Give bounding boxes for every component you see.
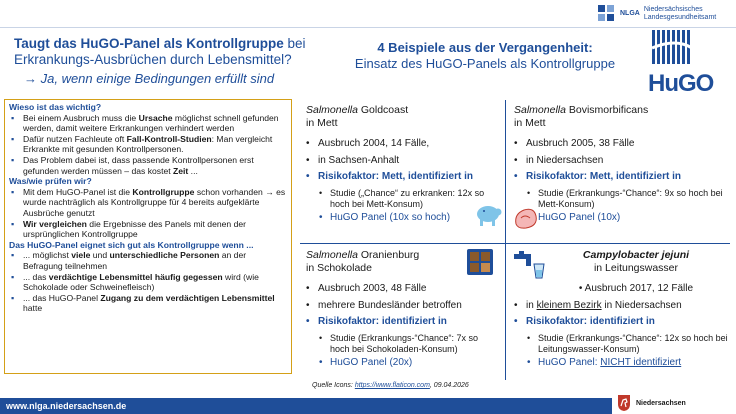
info-item: ▪ Das Problem dabei ist, dass passende Kontrollpersonen erst gefunden werden müssen – das kostet Zeit ... bbox=[9, 155, 287, 176]
footer-website-link[interactable]: www.nlga.niedersachsen.de bbox=[6, 401, 127, 411]
info-item: ▪ Mit dem HuGO-Panel ist die Kontrollgruppe schon vorhanden → es wurde nachträglich als Kontrollgruppe für 4 bereits aufgeklärte Ausbrüche genutzt bbox=[9, 187, 287, 219]
example-title: Salmonella Bovismorbificans in Mett bbox=[514, 104, 649, 129]
example-hugo-result: • HuGO Panel: NICHT identifiziert bbox=[514, 357, 728, 370]
example-title: Salmonella Oranienburg in Schokolade bbox=[306, 249, 420, 274]
example-bovismorbificans bbox=[514, 104, 728, 224]
example-study: • Studie (Erkrankungs-“Chance“: 7x so hoch bei Schokoladen-Konsum) bbox=[306, 333, 494, 355]
quadrant-divider-vertical bbox=[505, 100, 506, 380]
meat-icon bbox=[512, 204, 540, 232]
example-risk: • Risikofaktor: Mett, identifiziert in bbox=[306, 171, 502, 184]
header-divider bbox=[0, 27, 736, 28]
example-fact: • mehrere Bundesländer betroffen bbox=[306, 300, 502, 313]
examples-title bbox=[338, 40, 632, 72]
info-item: ▪ Wir vergleichen die Ergebnisse des Panels mit denen der ursprünglichen Kontrollgruppe bbox=[9, 219, 287, 240]
example-fact: • Ausbruch 2004, 14 Fälle, bbox=[306, 138, 502, 151]
info-heading-why: Wieso ist das wichtig? bbox=[9, 102, 102, 112]
horse-crest-icon bbox=[616, 394, 632, 412]
example-fact: • in kleinem Bezirk in Niedersachsen bbox=[514, 300, 728, 313]
page-title bbox=[14, 36, 334, 68]
example-fact: • Ausbruch 2005, 38 Fälle bbox=[514, 138, 728, 151]
page-title-rest: bei Erkrankungs-Ausbrüchen durch Lebensmittel? bbox=[14, 36, 306, 67]
example-risk: • Risikofaktor: identifiziert in bbox=[306, 316, 502, 329]
info-item: ▪ ... möglichst viele und unterschiedliche Personen an der Befragung teilnehmen bbox=[9, 250, 287, 271]
example-fact: • in Niedersachsen bbox=[514, 155, 728, 168]
icon-source-link[interactable]: https://www.flaticon.com bbox=[354, 382, 430, 389]
pig-icon bbox=[473, 200, 503, 228]
info-box bbox=[4, 99, 292, 374]
example-study: • Studie („Chance“ zu erkranken: 12x so hoch bei Mett-Konsum) bbox=[306, 188, 488, 210]
icon-source-note: Quelle Icons: https://www.flaticon.com, 09.04.2026 bbox=[312, 382, 469, 389]
info-item: ▪ Dafür nutzen Fachleute oft Fall-Kontroll-Studien: Man vergleicht Erkrankte mit gesunden Kontrollpersonen. bbox=[9, 134, 287, 155]
example-risk: • Risikofaktor: Mett, identifiziert in bbox=[514, 171, 728, 184]
chocolate-icon bbox=[463, 247, 497, 277]
examples-title-line2: Einsatz des HuGO-Panels als Kontrollgruppe bbox=[354, 56, 616, 71]
info-item: ▪ ... das HuGO-Panel Zugang zu dem verdächtigen Lebensmittel hatte bbox=[9, 293, 287, 314]
example-title: Campylobacter jejuni in Leitungswasser bbox=[582, 249, 690, 274]
nlga-logo-mark-icon bbox=[598, 5, 616, 23]
info-item: ▪ ... das verdächtige Lebensmittel häufig gegessen wird (wie Schokolade oder Schweinefleisch) bbox=[9, 272, 287, 293]
example-fact: • Ausbruch 2003, 48 Fälle bbox=[306, 283, 502, 296]
example-title: Salmonella Goldcoast in Mett bbox=[306, 104, 409, 129]
example-fact: • Ausbruch 2017, 12 Fälle bbox=[578, 283, 694, 294]
quadrant-divider-horizontal bbox=[300, 243, 730, 244]
example-hugo-result: • HuGO Panel (10x so hoch) bbox=[306, 212, 502, 225]
example-hugo-result: HuGO Panel (10x) bbox=[538, 211, 621, 223]
nlga-name-line1: Niedersächsisches bbox=[643, 6, 703, 13]
nlga-name-line2: Landesgesundheitsamt bbox=[643, 14, 717, 21]
example-hugo-result: • HuGO Panel (20x) bbox=[306, 357, 502, 370]
page-title-bold: Taugt das HuGO-Panel als Kontrollgruppe bbox=[14, 36, 284, 51]
example-risk: • Risikofaktor: identifiziert in bbox=[514, 316, 728, 329]
niedersachsen-logo bbox=[612, 392, 736, 414]
page-subtitle-answer: → Ja, wenn einige Bedingungen erfüllt sind bbox=[24, 71, 275, 86]
niedersachsen-label: Niedersachsen bbox=[636, 399, 686, 407]
example-fact: • in Sachsen-Anhalt bbox=[306, 155, 502, 168]
hugo-logo-text: HuGO bbox=[648, 70, 714, 97]
example-study: • Studie (Erkrankungs-“Chance“: 9x so hoch bei Mett-Konsum) bbox=[514, 188, 728, 210]
info-heading-what: Was/wie prüfen wir? bbox=[9, 176, 92, 187]
examples-title-line1: 4 Beispiele aus der Vergangenheit: bbox=[377, 40, 593, 55]
example-study: • Studie (Erkrankungs-“Chance“: 12x so hoch bei Leitungswasser-Konsum) bbox=[514, 333, 728, 355]
nlga-logo bbox=[598, 3, 732, 25]
nlga-abbr: NLGA bbox=[620, 10, 640, 17]
info-heading-conditions: Das HuGO-Panel eignet sich gut als Kontrollgruppe wenn ... bbox=[9, 239, 254, 250]
water-tap-icon bbox=[512, 250, 548, 280]
info-item: ▪ Bei einem Ausbruch muss die Ursache möglichst schnell gefunden werden, damit weitere Erkrankungen verhindert werden bbox=[9, 113, 287, 134]
